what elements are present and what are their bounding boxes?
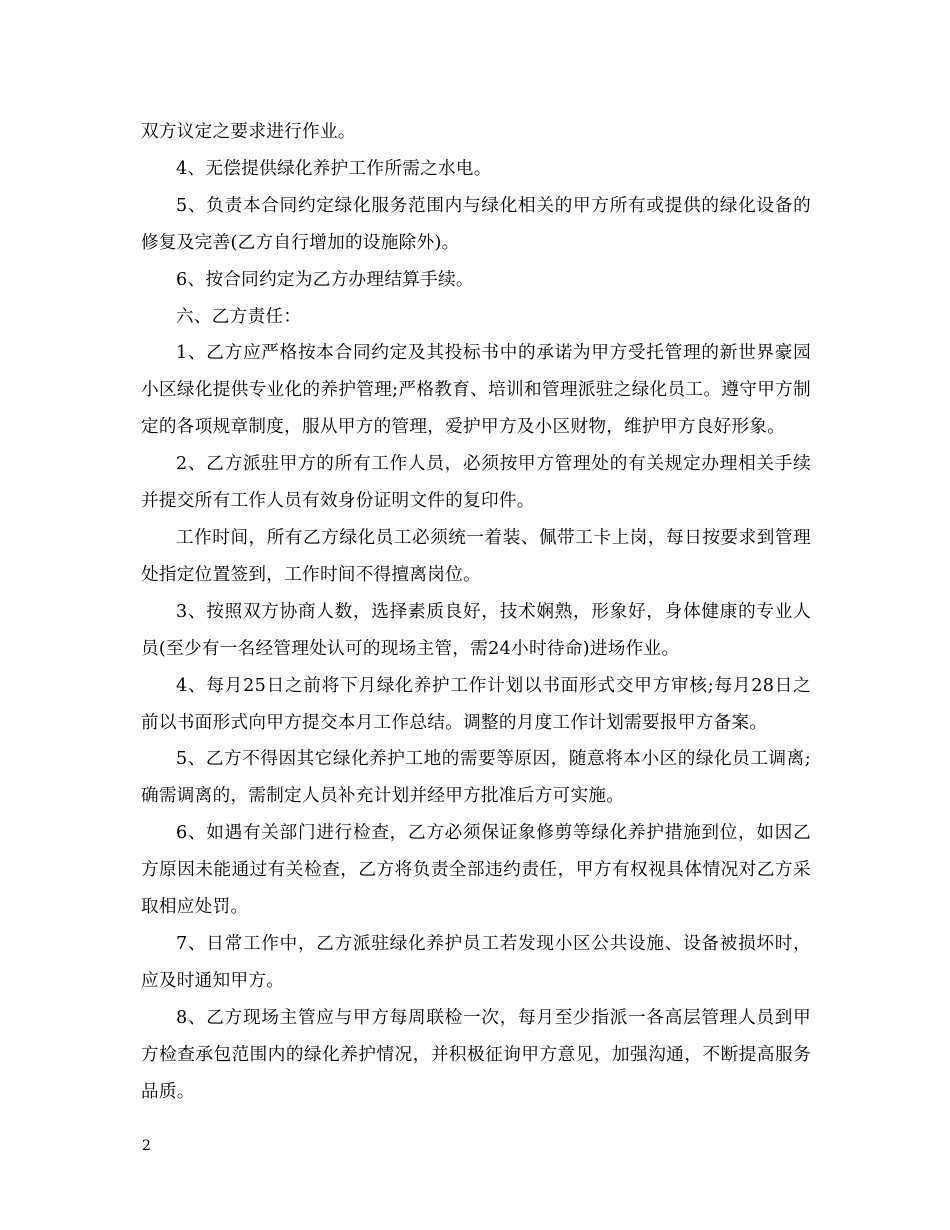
paragraph: 5、乙方不得因其它绿化养护工地的需要等原因，随意将本小区的绿化员工调离;确需调离的，需制定人员补充计划并经甲方批准后方可实施。 [141, 749, 811, 807]
page-number: 2 [142, 1138, 151, 1154]
paragraph: 工作时间，所有乙方绿化员工必须统一着装、佩带工卡上岗，每日按要求到管理处指定位置签到，工作时间不得擅离岗位。 [141, 527, 811, 585]
paragraph: 1、乙方应严格按本合同约定及其投标书中的承诺为甲方受托管理的新世界豪园小区绿化提供专业化的养护管理;严格教育、培训和管理派驻之绿化员工。遵守甲方制定的各项规章制度，服从甲方的管理，爱护甲方及小区财物，维护甲方良好形象。 [141, 343, 811, 438]
paragraph: 双方议定之要求进行作业。 [141, 122, 356, 142]
paragraph: 3、按照双方协商人数，选择素质良好，技术娴熟，形象好，身体健康的专业人员(至少有一名经管理处认可的现场主管，需24小时待命)进场作业。 [141, 601, 811, 659]
paragraph: 4、无偿提供绿化养护工作所需之水电。 [176, 158, 492, 179]
section-heading: 六、乙方责任： [176, 306, 302, 327]
paragraph: 6、如遇有关部门进行检查，乙方必须保证象修剪等绿化养护措施到位，如因乙方原因未能通过有关检查，乙方将负责全部违约责任，甲方有权视具体情况对乙方采取相应处罚。 [141, 823, 811, 918]
paragraph: 2、乙方派驻甲方的所有工作人员，必须按甲方管理处的有关规定办理相关手续并提交所有工作人员有效身份证明文件的复印件。 [141, 454, 811, 512]
paragraph: 4、每月25日之前将下月绿化养护工作计划以书面形式交甲方审核;每月28日之前以书面形式向甲方提交本月工作总结。调整的月度工作计划需要报甲方备案。 [141, 675, 811, 733]
document-body [141, 114, 811, 1110]
paragraph: 6、按合同约定为乙方办理结算手续。 [176, 269, 474, 290]
paragraph: 8、乙方现场主管应与甲方每周联检一次，每月至少指派一各高层管理人员到甲方检查承包范围内的绿化养护情况，并积极征询甲方意见，加强沟通，不断提高服务品质。 [141, 1007, 811, 1102]
paragraph: 5、负责本合同约定绿化服务范围内与绿化相关的甲方所有或提供的绿化设备的修复及完善(乙方自行增加的设施除外)。 [141, 195, 811, 253]
paragraph: 7、日常工作中，乙方派驻绿化养护员工若发现小区公共设施、设备被损坏时，应及时通知甲方。 [141, 933, 811, 991]
